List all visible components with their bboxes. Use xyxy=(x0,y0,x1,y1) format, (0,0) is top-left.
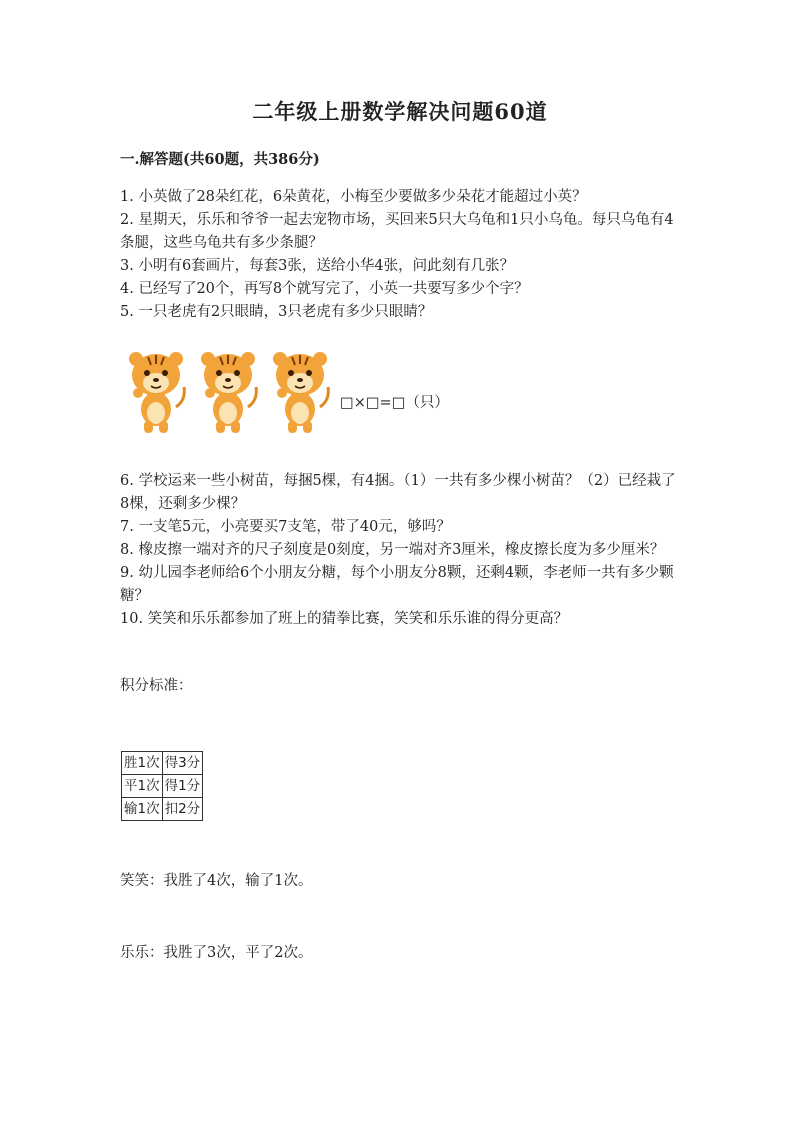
scoring-table xyxy=(121,751,203,821)
question-10: 10. 笑笑和乐乐都参加了班上的猜拳比赛，笑笑和乐乐谁的得分更高？ xyxy=(120,611,569,627)
table-row xyxy=(122,752,203,775)
question-2: 2. 星期天，乐乐和爷爷一起去宠物市场，买回来5只大乌龟和1只小乌龟。每只乌龟有4条腿，这些乌龟共有多少条腿？ xyxy=(120,212,674,251)
question-5: 5. 一只老虎有2只眼睛，3只老虎有多少只眼睛？ xyxy=(120,304,433,320)
question-list-1 xyxy=(120,186,680,324)
scoring-label: 积分标准： xyxy=(120,678,193,694)
question-list-2 xyxy=(120,470,680,631)
question-4: 4. 已经写了20个，再写8个就写完了，小英一共要写多少个字？ xyxy=(120,281,529,297)
tiger-cartoon-icon xyxy=(196,345,260,435)
question-8: 8. 橡皮擦一端对齐的尺子刻度是0刻度，另一端对齐3厘米，橡皮擦长度为多少厘米？ xyxy=(120,542,665,558)
table-row xyxy=(122,798,203,821)
table-row xyxy=(122,775,203,798)
table-cell: 胜1次 xyxy=(122,752,163,775)
xiaoxiao-record: 笑笑：我胜了4次，输了1次。 xyxy=(120,873,313,889)
page-title: 二年级上册数学解决问题60道 xyxy=(252,99,548,124)
question-7: 7. 一支笔5元，小亮要买7支笔，带了40元，够吗？ xyxy=(120,519,451,535)
tiger-cartoon-icon xyxy=(268,345,332,435)
table-cell: 得3分 xyxy=(162,752,203,775)
tiger-cartoon-icon xyxy=(124,345,188,435)
table-cell: 平1次 xyxy=(122,775,163,798)
table-cell: 扣2分 xyxy=(162,798,203,821)
question-9: 9. 幼儿园李老师给6个小朋友分糖，每个小朋友分8颗，还剩4颗，李老师一共有多少颗糖？ xyxy=(120,565,674,604)
tiger-formula: □×□=□（只） xyxy=(340,395,449,411)
table-cell: 得1分 xyxy=(162,775,203,798)
table-cell: 输1次 xyxy=(122,798,163,821)
section-heading: 一.解答题(共60题，共386分) xyxy=(120,151,320,168)
tiger-figure xyxy=(120,345,480,435)
question-6: 6. 学校运来一些小树苗，每捆5棵，有4捆。（1）一共有多少棵小树苗？（2）已经栽了8棵，还剩多少棵？ xyxy=(120,473,676,512)
question-1: 1. 小英做了28朵红花，6朵黄花，小梅至少要做多少朵花才能超过小英？ xyxy=(120,189,587,205)
question-3: 3. 小明有6套画片，每套3张，送给小华4张，问此刻有几张？ xyxy=(120,258,515,274)
lele-record: 乐乐：我胜了3次，平了2次。 xyxy=(120,945,313,961)
